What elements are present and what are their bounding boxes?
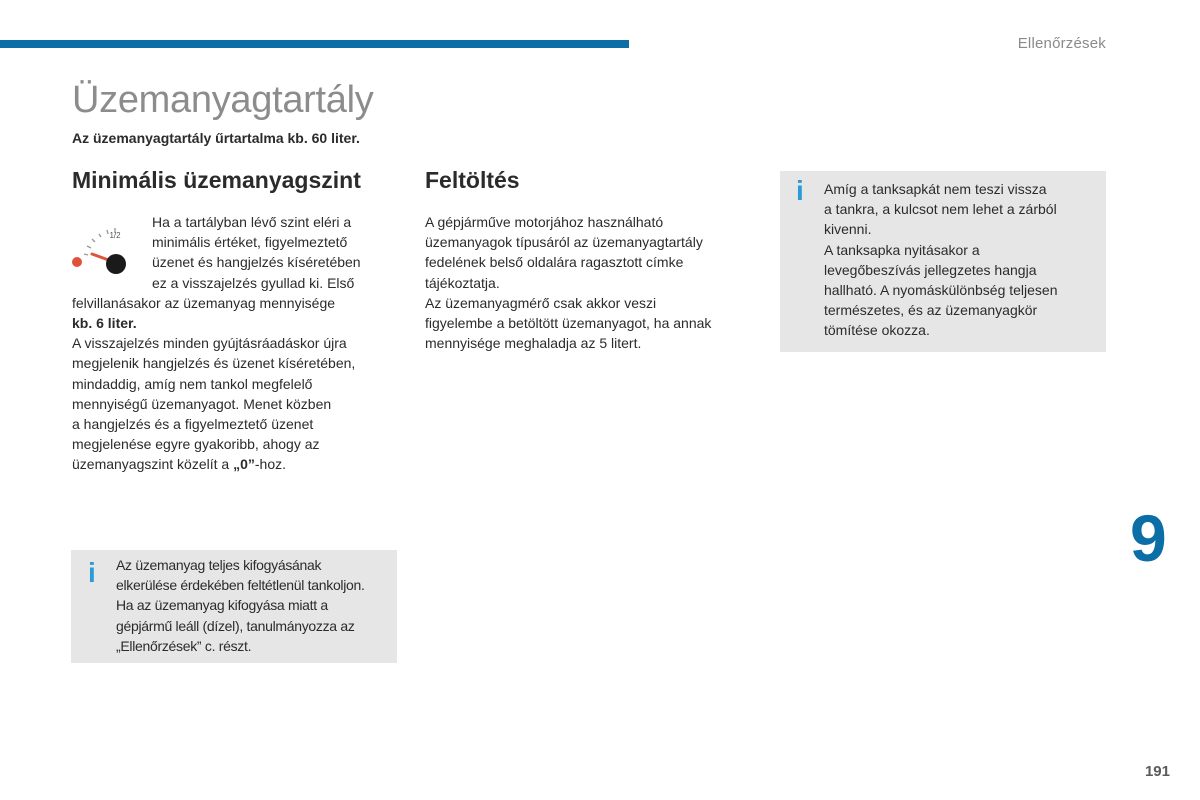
note-line: természetes, és az üzemanyagkör	[824, 302, 1038, 319]
text-line: üzenet és hangjelzés kíséretében	[152, 254, 361, 271]
text-line: fedelének belső oldalára ragasztott címke	[425, 254, 684, 271]
fuel-cap-note	[780, 171, 1106, 352]
text-line: üzemanyagszint közelít a „0”-hoz.	[72, 456, 287, 473]
text-line: mennyisége meghaladja az 5 litert.	[425, 335, 642, 352]
note-line: A tanksapka nyitásakor a	[824, 241, 980, 258]
refueling-text	[425, 212, 755, 353]
header-accent-bar	[0, 40, 629, 48]
text-line: A visszajelzés minden gyújtásráadáskor újra	[72, 335, 347, 352]
text-line: mennyiségű üzemanyagot. Menet közben	[72, 395, 332, 412]
note-line: Ha az üzemanyag kifogyása miatt a	[116, 597, 328, 614]
text-line: Ha a tartályban lévő szint eléri a	[152, 214, 352, 230]
note-line: elkerülése érdekében feltétlenül tankoljon.	[116, 577, 365, 594]
text-line: minimális értéket, figyelmeztető	[152, 234, 348, 251]
reserve-amount: kb. 6 liter.	[72, 315, 137, 332]
intro-text: Az üzemanyagtartály űrtartalma kb. 60 liter.	[72, 130, 360, 146]
chapter-number: 9	[1130, 501, 1167, 575]
text-line: a hangjelzés és a figyelmeztető üzenet	[72, 416, 314, 433]
text-line: A gépjárműve motorjához használható	[425, 214, 664, 230]
note-line: Amíg a tanksapkát nem teszi vissza	[824, 181, 1047, 197]
zero-mark: „0”	[233, 456, 255, 473]
text-line: Az üzemanyagmérő csak akkor veszi	[425, 294, 657, 311]
note-line: gépjármű leáll (dízel), tanulmányozza az	[116, 617, 355, 634]
text-line: ez a visszajelzés gyullad ki. Első	[152, 274, 355, 291]
note-line: tömítése okozza.	[824, 322, 930, 339]
note-line: „Ellenőrzések” c. részt.	[116, 637, 252, 654]
info-icon: i	[796, 175, 804, 206]
text-line: felvillanásakor az üzemanyag mennyisége	[72, 294, 336, 311]
text-line: tájékoztatja.	[425, 274, 500, 291]
fuel-outage-note	[71, 550, 397, 663]
minimum-level-text	[72, 212, 402, 475]
text-line: mindaddig, amíg nem tankol megfelelő	[72, 375, 313, 392]
note-line: hallható. A nyomáskülönbség teljesen	[824, 282, 1058, 299]
gauge-half-label: 1/2	[109, 231, 121, 240]
note-line: kivenni.	[824, 221, 872, 238]
note-line: a tankra, a kulcsot nem lehet a zárból	[824, 201, 1057, 218]
text-line: figyelembe a betöltött üzemanyagot, ha annak	[425, 315, 712, 332]
heading-minimum-level: Minimális üzemanyagszint	[72, 167, 361, 193]
text-line: üzemanyagok típusáról az üzemanyagtartály	[425, 234, 703, 251]
page-title: Üzemanyagtartály	[72, 79, 374, 121]
text-line: megjelenik hangjelzés és üzenet kíséretében,	[72, 355, 356, 372]
heading-refueling: Feltöltés	[425, 167, 520, 193]
info-icon: i	[88, 557, 96, 588]
note-line: Az üzemanyag teljes kifogyásának	[116, 557, 322, 573]
text-line: megjelenése egyre gyakoribb, ahogy az	[72, 436, 320, 453]
note-line: levegőbeszívás jellegzetes hangja	[824, 261, 1037, 278]
page-number: 191	[1144, 763, 1170, 780]
section-header: Ellenőrzések	[1017, 35, 1106, 52]
